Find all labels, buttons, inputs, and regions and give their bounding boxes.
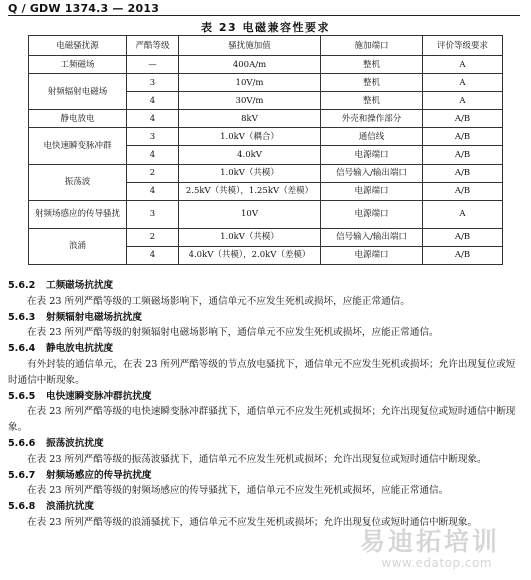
section-body: 在表 23 所列严酷等级的工频磁场影响下，通信单元不应发生死机或损坏，应能正常通信。: [27, 295, 410, 307]
cell-value: 1.0kV（耦合）: [179, 128, 321, 146]
section-heading: [8, 341, 520, 357]
cell-value: 1.0kV（共模）: [179, 164, 321, 182]
section-number: 5.6.6: [8, 437, 36, 449]
section-heading: [8, 499, 520, 515]
section-title: 振荡波抗扰度: [46, 437, 104, 449]
cell-level: 4: [127, 146, 179, 164]
cell-port: 信号输入/输出端口: [321, 164, 423, 182]
cell-level: 4: [127, 110, 179, 128]
cell-grade: A: [423, 92, 503, 110]
cell-source: 射频场感应的传导骚扰: [29, 200, 127, 228]
cell-level: 3: [127, 128, 179, 146]
cell-source: 工频磁场: [29, 56, 127, 74]
table-row: [29, 200, 503, 228]
col-header-source: 电磁骚扰源: [29, 36, 127, 56]
cell-grade: A/B: [423, 164, 503, 182]
section-5-6-7: [8, 468, 520, 500]
cell-source: 浪涌: [29, 228, 127, 264]
section-title: 射频场感应的传导抗扰度: [46, 469, 152, 481]
watermark: [360, 528, 500, 570]
section-body: 有外封装的通信单元，在表 23 所列严酷等级的节点放电骚扰下，通信单元不应发生死机或损坏；允许出现复位或短时通信中断现象。: [8, 358, 516, 386]
section-body: 在表 23 所列严酷等级的振荡波骚扰下，通信单元不应发生死机或损坏；允许出现复位或短时通信中断现象。: [27, 453, 487, 465]
cell-grade: A/B: [423, 182, 503, 200]
standard-number: Q / GDW 1374.3 — 2013: [8, 2, 160, 15]
section-heading: [8, 310, 520, 326]
cell-grade: A: [423, 56, 503, 74]
col-header-level: 严酷等级: [127, 36, 179, 56]
cell-level: 4: [127, 92, 179, 110]
cell-port: 整机: [321, 56, 423, 74]
header-rule: [8, 15, 520, 16]
cell-value: 400A/m: [179, 56, 321, 74]
cell-level: 2: [127, 228, 179, 246]
section-title: 电快速瞬变脉冲群抗扰度: [46, 390, 152, 402]
section-5-6-4: [8, 341, 520, 388]
cell-level: 4: [127, 246, 179, 264]
cell-grade: A/B: [423, 128, 503, 146]
cell-source: 振荡波: [29, 164, 127, 200]
cell-level: 2: [127, 164, 179, 182]
section-title: 射频辐射电磁场抗扰度: [46, 311, 142, 323]
section-5-6-3: [8, 310, 520, 342]
section-number: 5.6.3: [8, 311, 36, 323]
table-row: [29, 128, 503, 146]
cell-value: 8kV: [179, 110, 321, 128]
cell-value: 4.0kV（共模），2.0kV（差模）: [179, 246, 321, 264]
cell-port: 电源端口: [321, 182, 423, 200]
section-heading: [8, 436, 520, 452]
section-heading: [8, 389, 520, 405]
table-header-row: [29, 36, 503, 56]
section-body: 在表 23 所列严酷等级的电快速瞬变脉冲群骚扰下，通信单元不应发生死机或损坏；允许出现复位或短时通信中断现象。: [8, 406, 516, 434]
requirements-text: [8, 278, 520, 531]
table-row: [29, 110, 503, 128]
section-title: 静电放电抗扰度: [46, 343, 114, 355]
cell-level: 4: [127, 182, 179, 200]
section-body: 在表 23 所列严酷等级的浪涌骚扰下，通信单元不应发生死机或损坏；允许出现复位或短时通信中断现象。: [27, 516, 478, 528]
cell-grade: A/B: [423, 228, 503, 246]
watermark-url: www.edatop.com: [381, 556, 493, 570]
table-row: [29, 164, 503, 182]
col-header-port: 施加端口: [321, 36, 423, 56]
section-5-6-2: [8, 278, 520, 310]
section-5-6-5: [8, 389, 520, 436]
section-5-6-6: [8, 436, 520, 468]
cell-port: 整机: [321, 92, 423, 110]
section-number: 5.6.4: [8, 343, 36, 355]
table-row: [29, 74, 503, 92]
table-row: [29, 56, 503, 74]
table-caption: 表 23 电磁兼容性要求: [201, 21, 330, 34]
cell-grade: A/B: [423, 110, 503, 128]
cell-grade: A/B: [423, 146, 503, 164]
cell-value: 1.0kV（共模）: [179, 228, 321, 246]
cell-source: 静电放电: [29, 110, 127, 128]
cell-grade: A/B: [423, 246, 503, 264]
section-number: 5.6.7: [8, 469, 36, 481]
cell-value: 2.5kV（共模），1.25kV（差模）: [179, 182, 321, 200]
cell-port: 整机: [321, 74, 423, 92]
col-header-grade: 评价等级要求: [423, 36, 503, 56]
section-title: 工频磁场抗扰度: [46, 280, 114, 291]
cell-value: 10V: [179, 200, 321, 228]
cell-grade: A: [423, 74, 503, 92]
cell-source: 电快速瞬变脉冲群: [29, 128, 127, 164]
cell-grade: A: [423, 200, 503, 228]
section-title: 浪涌抗扰度: [46, 501, 94, 513]
section-body: 在表 23 所列严酷等级的射频辐射电磁场影响下，通信单元不应发生死机或损坏，应能正常通信。: [27, 327, 439, 339]
cell-value: 30V/m: [179, 92, 321, 110]
table-row: [29, 228, 503, 246]
cell-level: 3: [127, 74, 179, 92]
cell-value: 4.0kV: [179, 146, 321, 164]
section-body: 在表 23 所列严酷等级的射频场感应的传导骚扰下，通信单元不应发生死机或损坏，应能正常通信。: [27, 485, 449, 497]
emc-requirements-table: [28, 35, 503, 265]
cell-value: 10V/m: [179, 74, 321, 92]
cell-port: 电源端口: [321, 246, 423, 264]
section-number: 5.6.5: [8, 390, 36, 402]
col-header-value: 骚扰施加值: [179, 36, 321, 56]
cell-port: 信号输入/输出端口: [321, 228, 423, 246]
cell-level: 3: [127, 200, 179, 228]
cell-source: 射频辐射电磁场: [29, 74, 127, 110]
cell-level: —: [127, 56, 179, 74]
section-number: 5.6.8: [8, 501, 36, 513]
section-number: 5.6.2: [8, 280, 36, 291]
cell-port: 电源端口: [321, 146, 423, 164]
cell-port: 通信线: [321, 128, 423, 146]
section-heading: [8, 468, 520, 484]
watermark-brand: 易迪拓培训: [360, 527, 501, 556]
section-heading: [8, 278, 520, 294]
cell-port: 电源端口: [321, 200, 423, 228]
section-5-6-8: [8, 499, 520, 531]
cell-port: 外壳和操作部分: [321, 110, 423, 128]
